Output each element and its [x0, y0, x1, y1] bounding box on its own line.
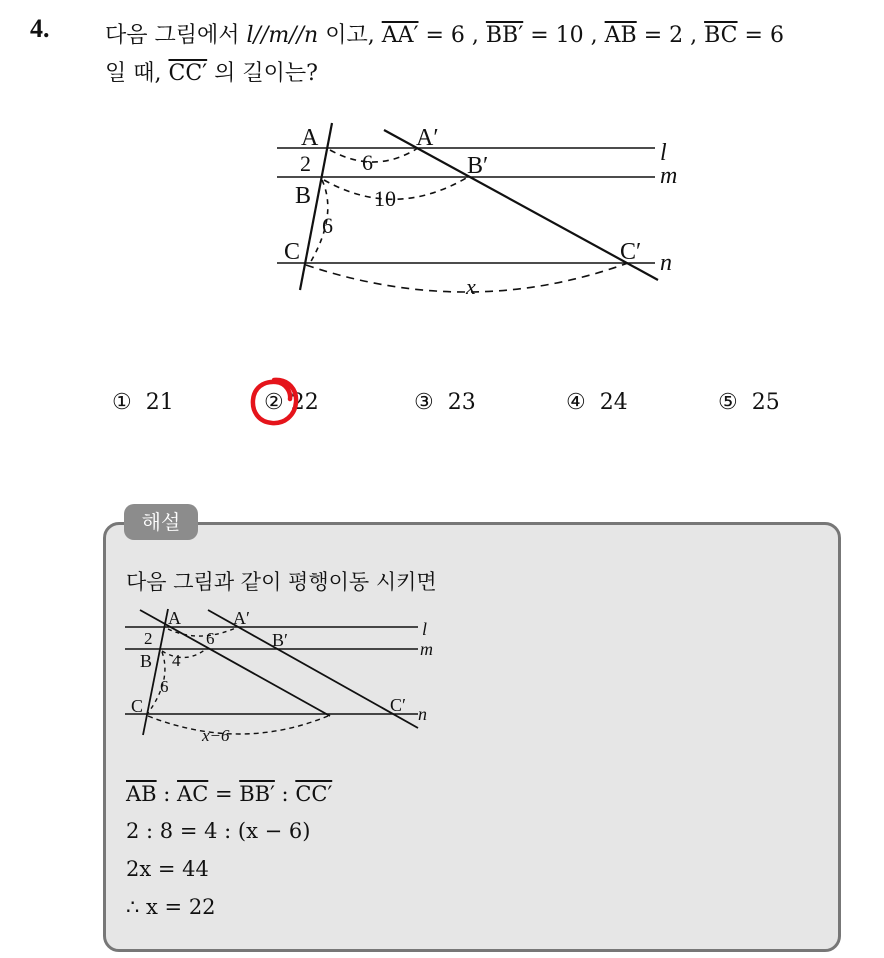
segment-bb: BB′	[485, 23, 524, 48]
choice-value: 23	[447, 390, 476, 415]
fig1-label: 2	[300, 151, 311, 176]
fig2-label: x−6	[202, 726, 230, 745]
value-bb: = 10 ,	[523, 23, 605, 48]
question-number: 4.	[30, 14, 50, 43]
choice-mark: ③	[414, 390, 434, 415]
segment-ab: $\overline{AB}$	[604, 23, 637, 48]
fig2-label: 4	[172, 651, 181, 670]
fig2-label: A	[168, 608, 181, 628]
fig1-label: A	[301, 125, 319, 151]
question-intro: 다음 그림에서	[105, 23, 247, 48]
fig1-label: 10	[374, 186, 396, 211]
fig1-label: C	[284, 239, 301, 265]
fig2-label: 2	[144, 629, 153, 648]
solution-figure	[100, 600, 460, 750]
fig2-label: n	[418, 704, 427, 724]
seg-cc: CC′	[295, 782, 333, 806]
choice-value: 21	[145, 390, 174, 415]
fig1-label: m	[660, 163, 678, 189]
eq-sign: =	[208, 782, 240, 806]
choice-mark: ⑤	[718, 390, 738, 415]
choice-mark: ①	[112, 390, 132, 415]
choice-1[interactable]	[112, 390, 174, 415]
fig1-label: B′	[467, 153, 489, 179]
question-line2-pre: 일 때,	[105, 61, 169, 86]
parallel-notation: l//m//n	[246, 23, 319, 48]
seg-ab: $\overline{AB}$	[126, 782, 157, 806]
solution-eq-1	[126, 782, 332, 806]
fig2-label: B′	[272, 630, 288, 650]
fig1-label: B	[295, 183, 312, 209]
solution-tag: 해설	[124, 504, 198, 540]
solution-eq-2: 2 : 8 = 4 : (x − 6)	[126, 819, 311, 843]
choice-mark: ②	[264, 390, 284, 415]
fig1-label: 6	[362, 150, 373, 175]
fig2-label: l	[422, 619, 428, 639]
arc-b4	[162, 649, 206, 658]
fig2-label: 6	[206, 629, 215, 648]
choice-4[interactable]	[566, 390, 628, 415]
question-mid: 이고,	[318, 23, 382, 48]
choice-5[interactable]	[718, 390, 780, 415]
question-line2-post: 의 길이는?	[207, 61, 318, 86]
segment-cc: CC′	[168, 61, 208, 86]
transversal-abc-prime	[384, 130, 658, 280]
fig1-label: 6	[322, 213, 333, 238]
answer-circle-mark	[244, 372, 304, 432]
arc-x6	[148, 716, 328, 734]
ratio-sep: :	[274, 782, 296, 806]
question-figure	[0, 0, 884, 320]
choice-value: 24	[599, 390, 628, 415]
seg-bb: BB′	[239, 782, 275, 806]
fig2-label: C	[131, 696, 144, 716]
fig1-label: l	[660, 140, 667, 166]
choice-value: 22	[290, 390, 319, 415]
ratio-sep: :	[156, 782, 178, 806]
fig2-label: 6	[160, 677, 169, 696]
fig1-label: A′	[416, 125, 439, 151]
fig1-label: x	[466, 274, 476, 299]
choice-mark: ④	[566, 390, 586, 415]
fig2-label: A′	[233, 608, 250, 628]
segment-bc: $\overline{BC}$	[704, 23, 738, 48]
solution-eq-4: ∴ x = 22	[126, 895, 216, 919]
fig2-label: m	[420, 639, 433, 659]
choice-value: 25	[751, 390, 780, 415]
transversal-abc	[143, 609, 168, 735]
fig2-label: C′	[390, 695, 406, 715]
solution-eq-3: 2x = 44	[126, 857, 209, 881]
fig1-label: C′	[620, 239, 642, 265]
solution-intro: 다음 그림과 같이 평행이동 시키면	[126, 570, 437, 594]
seg-ac: $\overline{AC}$	[177, 782, 209, 806]
fig1-label: n	[660, 250, 672, 276]
fig2-label: B	[140, 651, 153, 671]
value-aa: = 6 ,	[418, 23, 486, 48]
value-bc: = 6	[737, 23, 784, 48]
arc-aa	[330, 148, 418, 162]
segment-aa: AA′	[381, 23, 419, 48]
choice-3[interactable]	[414, 390, 476, 415]
arc-bb	[324, 177, 468, 199]
value-ab: = 2 ,	[636, 23, 705, 48]
